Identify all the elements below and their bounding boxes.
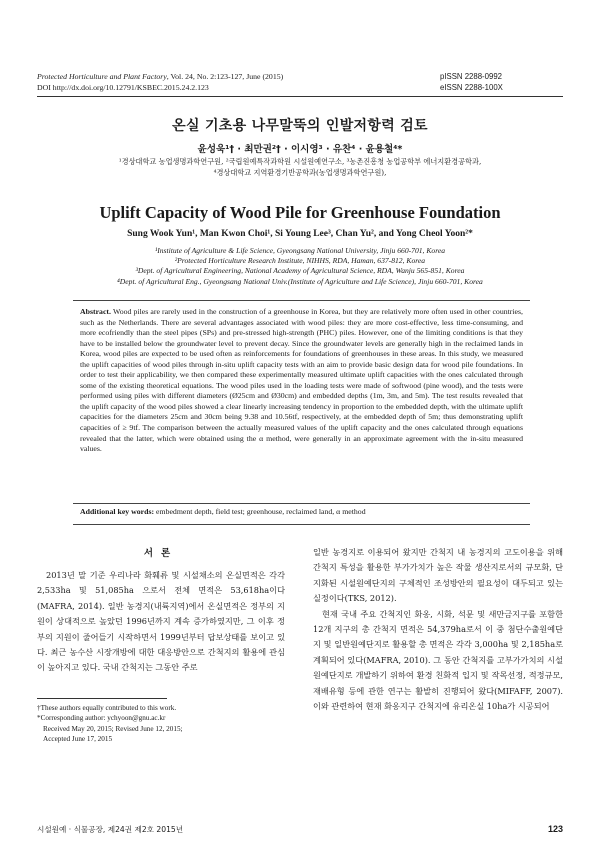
journal-title: Protected Horticulture and Plant Factory <box>37 72 167 81</box>
keywords-rule <box>73 524 530 525</box>
footer-journal: 시설원예 · 식물공장, 제24권 제2호 2015년 <box>37 825 184 834</box>
journal-volume-info: , Vol. 24, No. 2:123-127, June (2015) <box>166 72 284 81</box>
page-footer <box>37 824 563 835</box>
footnote-corresponding-author: *Corresponding author: ychyoon@gnu.ac.kr <box>37 714 166 723</box>
footnote-rule <box>37 698 167 699</box>
affiliation-4: ⁴Dept. of Agricultural Eng., Gyeongsang National Univ.(Institute of Agriculture and Life Science), Jinju 660-701, Korea <box>117 276 483 286</box>
korean-affiliations <box>60 157 540 178</box>
affiliation-1: ¹Institute of Agriculture & Life Science, Gyeongsang National University, Jinju 660-701, Korea <box>154 246 446 255</box>
header-divider <box>37 96 563 97</box>
abstract <box>80 307 523 455</box>
footnotes <box>37 703 285 744</box>
body-paragraph: 2013년 말 기준 우리나라 화훼류 및 시설채소의 온실면적은 각각 2,533ha 및 51,085ha 으로서 전체 면적은 53,618ha이다(MAFRA, 2014). 일반 농경지(내륙지역)에서 온실면적은 정부의 지원이 상대적으로 높았던 1996년까지 계속 증가하였지만, 그 이후 정부의 지원이 줄어들기 시작하면서 1999년부터 답보상태를 보이고 있다. 최근 농수산 시장개방에 대한 대응방안으로 간척지의 활용에 관심이 높아지고 있다. 국내 간척지는 그동안 주로 <box>37 570 285 673</box>
keywords <box>80 507 530 518</box>
issn-block <box>440 72 563 93</box>
doi-link[interactable]: DOI http://dx.doi.org/10.12791/KSBEC.2015.24.2.123 <box>37 82 209 92</box>
english-affiliations <box>30 246 570 287</box>
korean-affiliation-line: ⁴경상대학교 지역환경기반공학과(농업생명과학연구원), <box>213 167 387 177</box>
affiliation-3: ³Dept. of Agricultural Engineering, National Academy of Agricultural Science, RDA, Wanju 565-851, Korea <box>135 266 465 276</box>
body-paragraph: 일반 농경지로 이용되어 왔지만 간척지 내 농경지의 고도이용을 위해 간척지 특성을 활용한 부가가치가 높은 작물 생산지로서의 규모화, 단지화된 시설원예단지의 구체적인 조성방안의 필요성이 대두되고 있는 실정이다(TKS, 2012). <box>313 547 563 604</box>
footnote-received: Received May 20, 2015; Revised June 12, 2015; <box>43 724 183 733</box>
journal-citation <box>37 72 397 93</box>
abstract-label: Abstract. <box>80 307 111 316</box>
korean-affiliation-line: ¹경상대학교 농업생명과학연구원, ²국립원예특작과학원 시설원예연구소, ³농촌진흥청 농업공학부 에너지환경공학과, <box>118 157 482 166</box>
english-title: Uplift Capacity of Wood Pile for Greenhouse Foundation <box>99 203 501 222</box>
footnote-accepted: Accepted June 17, 2015 <box>43 734 113 743</box>
abstract-bottom-rule <box>73 503 530 504</box>
page-number: 123 <box>547 824 563 834</box>
pissn: pISSN 2288-0992 <box>440 72 502 81</box>
abstract-top-rule <box>73 300 530 301</box>
affiliation-2: ²Protected Horticulture Research Institute, NIHHS, RDA, Haman, 637-812, Korea <box>174 256 426 266</box>
english-authors: Sung Wook Yun¹, Man Kwon Choi¹, Si Young Lee³, Chan Yu², and Yong Cheol Yoon²* <box>127 229 473 239</box>
keywords-label: Additional key words: <box>80 507 155 516</box>
korean-title: 온실 기초용 나무말뚝의 인발저항력 검토 <box>172 118 428 134</box>
eissn: eISSN 2288-100X <box>440 82 503 92</box>
section-heading: 서론 <box>143 548 179 559</box>
right-column <box>313 545 563 714</box>
korean-authors: 윤성욱¹† · 최만권²† · 이시영³ · 유찬⁴ · 윤용철⁴* <box>197 144 403 155</box>
left-column <box>37 568 285 676</box>
footnote-equal-contribution: †These authors equally contributed to this work. <box>37 704 177 712</box>
body-paragraph: 현재 국내 주요 간척지인 화옹, 시화, 석문 및 새만금지구를 포함한 12개 지구의 총 간척지 면적은 54,379ha로서 이 중 첨단수출원예단지 및 일반원예단지로 활용할 총 면적은 각각 3,000ha 및 2,185ha로 계획되어 있다(MAFRA, 2010). 그 동안 간척지를 고부가가치의 시설원예단지로 개발하기 위하여 환경 친화적 입지 및 작목선정, 적정규모, 재배유형 등에 관한 연구는 활발히 진행되어 왔다(MIFAFF, 2007). 이와 관련하여 현재 화옹지구 간척지에 유리온실 10ha가 시공되어 <box>313 608 563 712</box>
keywords-text: embedment depth, field test; greenhouse, reclaimed land, α method <box>156 507 366 516</box>
abstract-text: Wood piles are rarely used in the construction of a greenhouse in Korea, but they are relatively more often used in other countries, such as the Netherlands. There are several advantages associated with wood piles: they are more cost-effective, less time-consuming, and more ecofriendly than the steel pipes (SPs) and pre-stressed high-strength (PHC) piles. However, one of the limiting conditions is that they have to be installed below the groundwater level to prevent decay. Since the groundwater levels are generally high in the reclaimed lands in Korea, wood piles are expected to be used often as reinforcements for foundations of greenhouses in these areas. In this study, we measured the uplift capacities of wood piles through in-situ uplift capacity tests with an aim to provide basic design data for wood pile foundations. In order to test their applicability, we then compared these experimentally measured ultimate uplift capacities with the ones calculated through some of the existing theoretical equations. The wood piles used in the loading tests were made of softwood (pine wood), and the tests were performed using piles with different diameters (Ø25cm and Ø30cm) and embedded depths (1m, 3m, and 5m). The test results revealed that the uplift capacity of the wood piles showed a clear linearly increasing tendency in proportion to the embedded depth, with the ultimate uplift capacities for the diameters 25cm and 30cm being 9.38 and 10.56tf, respectively, at the embedded depth of 5m; thus demonstrating uplift capacities of ≥ 9tf. The comparison between the actually measured values of the uplift capacity and the ones calculated through equations revealed that the latter, which were obtained using the α method, were generally in an approximate agreement with the in-situ measured values. <box>80 307 523 454</box>
